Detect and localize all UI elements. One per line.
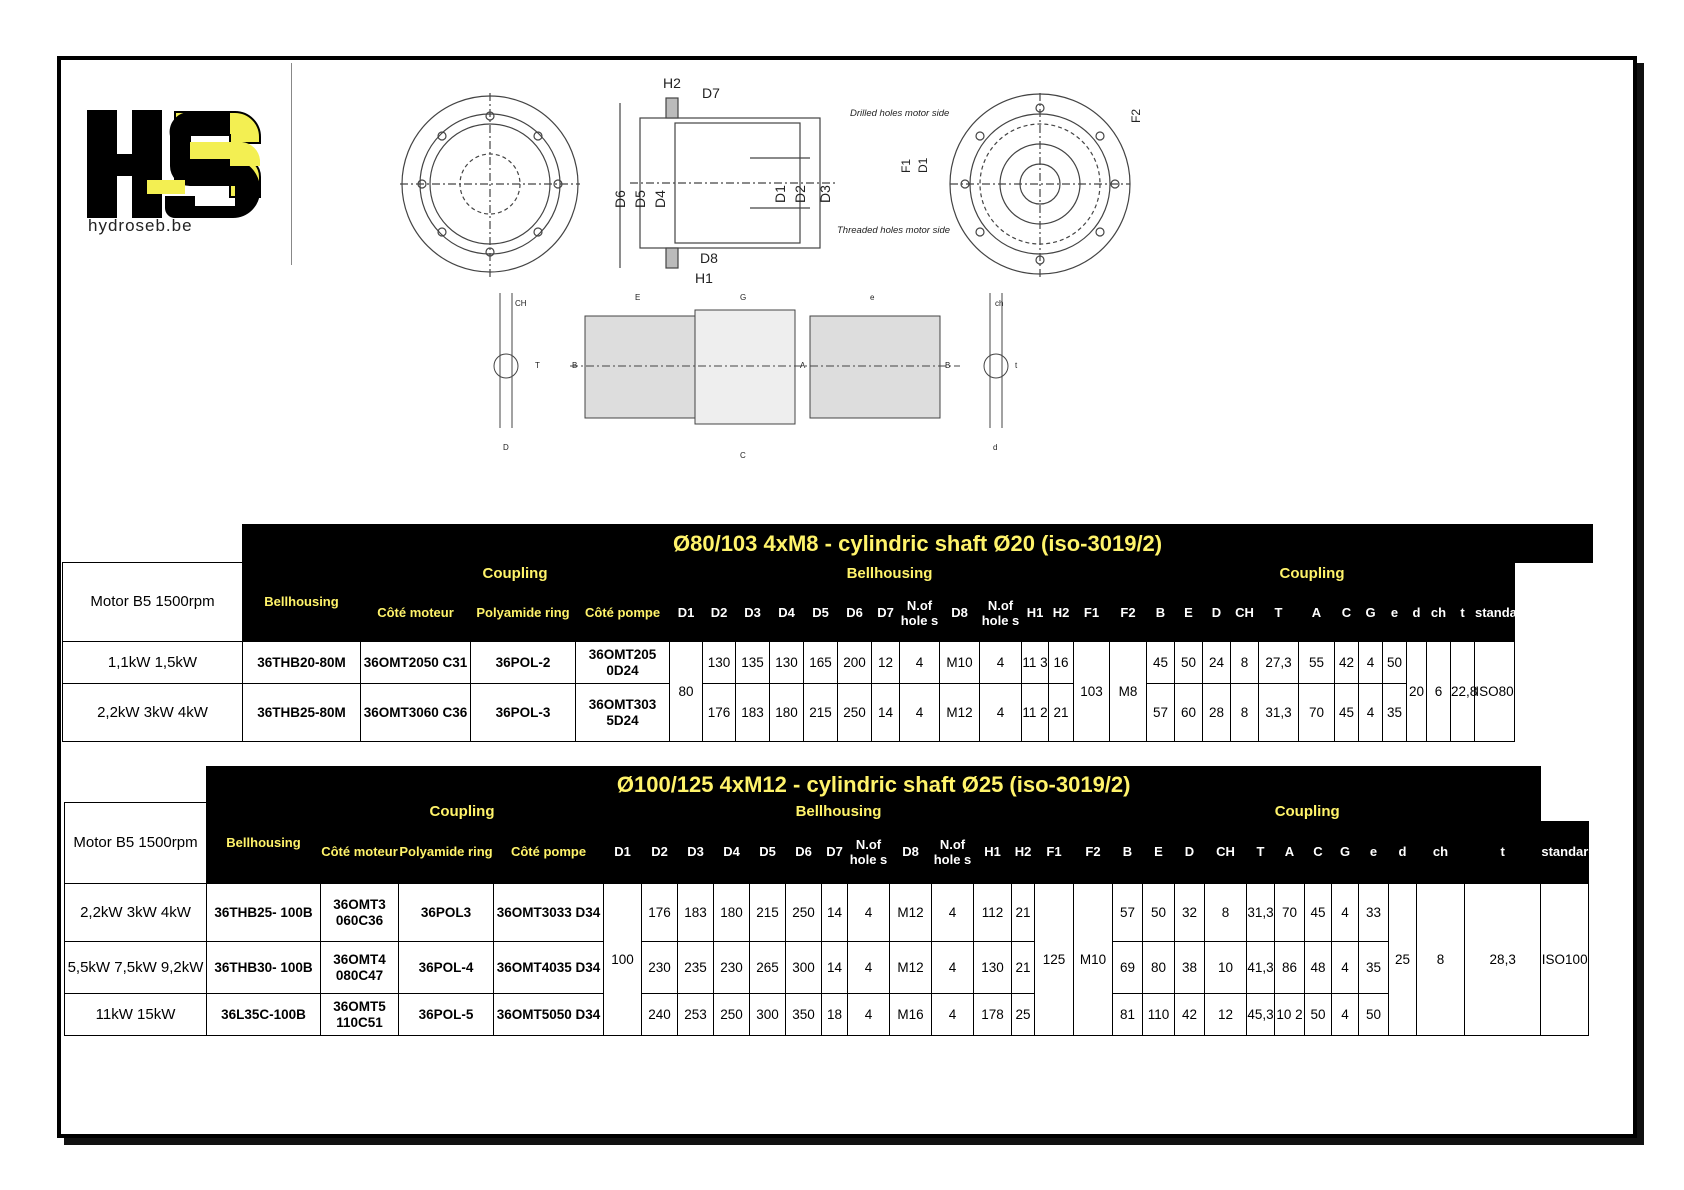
table-cell: e	[1359, 822, 1389, 884]
table-cell: D7	[822, 822, 848, 884]
table-row	[65, 994, 1589, 1036]
table-cell: ch	[995, 299, 1004, 308]
table-cell: D4	[652, 190, 668, 208]
table-cell: G	[740, 293, 747, 302]
table-cell: ISO100	[1541, 884, 1589, 1036]
table-cell: 32	[1175, 884, 1205, 942]
table-cell: 57	[1147, 684, 1175, 742]
table-cell: F1	[899, 158, 913, 173]
table2-group-coupling-right: Coupling	[1074, 803, 1541, 822]
table1-motor-label: Motor B5 1500rpm	[63, 563, 243, 642]
table-cell: 4	[980, 642, 1022, 684]
table-cell: D5	[750, 822, 786, 884]
table-cell: Threaded holes motor side	[837, 225, 951, 236]
table-cell: 4	[932, 942, 974, 994]
table-cell: 36THB25- 100B	[207, 884, 321, 942]
table-cell: C	[740, 451, 746, 460]
table-cell: 8	[1231, 642, 1259, 684]
table-cell: t	[1465, 822, 1541, 884]
table-cell: 130	[974, 942, 1012, 994]
table-cell: D8	[940, 586, 980, 642]
table-cell: 2,2kW 3kW 4kW	[63, 684, 243, 742]
table-cell: E	[1175, 586, 1203, 642]
table-cell: 4	[848, 942, 890, 994]
table-cell: 50	[1143, 884, 1175, 942]
table-cell: N.of hole s	[848, 822, 890, 884]
flange-side-view	[620, 98, 835, 268]
table-cell: 18	[822, 994, 848, 1036]
table-cell: A	[1275, 822, 1305, 884]
table-cell: 36OMT4 080C47	[321, 942, 399, 994]
table-cell: 36THB20-80M	[243, 642, 361, 684]
table-cell: 14	[822, 884, 848, 942]
table-cell: 41,3	[1247, 942, 1275, 994]
table-cell: D3	[817, 185, 833, 203]
table-cell: 28,3	[1465, 884, 1541, 1036]
table-cell: 28	[1203, 684, 1231, 742]
table-cell: 36OMT3060 C36	[361, 684, 471, 742]
table-cell: d	[993, 443, 998, 452]
table-cell: ch	[1427, 586, 1451, 642]
table-cell: D6	[838, 586, 872, 642]
table-cell: D2	[642, 822, 678, 884]
table-cell	[63, 525, 243, 563]
table-cell: 1,1kW 1,5kW	[63, 642, 243, 684]
table-cell: 80	[670, 642, 703, 742]
logo-text: hydroseb.be	[88, 216, 193, 235]
table-cell: 21	[1012, 942, 1035, 994]
table-cell: D1	[604, 822, 642, 884]
table1-group-coupling: Coupling	[361, 563, 670, 586]
table-cell: ISO80	[1475, 642, 1515, 742]
table-cell: D1	[916, 157, 930, 173]
table2-title: Ø100/125 4xM12 - cylindric shaft Ø25 (iso-3019/2)	[207, 767, 1541, 803]
table-cell: 12	[872, 642, 900, 684]
table-cell: F2	[1074, 822, 1113, 884]
table-cell: 4	[848, 884, 890, 942]
table-cell: D7	[702, 85, 720, 101]
table-cell: Polyamide ring	[399, 822, 494, 884]
spec-table-100	[64, 766, 1597, 1036]
table-cell: 36OMT4035 D34	[494, 942, 604, 994]
table-cell: Côté pompe	[494, 822, 604, 884]
table-cell: 4	[1359, 684, 1383, 742]
table-cell: 230	[714, 942, 750, 994]
table-cell: 38	[1175, 942, 1205, 994]
table-cell: 6	[1427, 642, 1451, 742]
table-cell: 250	[838, 684, 872, 742]
table1-header-cote-pompe: Côté pompe	[576, 586, 670, 642]
table-cell: standard	[1541, 822, 1589, 884]
table-cell: 14	[822, 942, 848, 994]
table-cell: CH	[1231, 586, 1259, 642]
table-cell: 250	[714, 994, 750, 1036]
table-cell: 176	[703, 684, 736, 742]
table-cell: 45	[1305, 884, 1332, 942]
table-cell: 4	[1359, 642, 1383, 684]
table-cell: 33	[1359, 884, 1389, 942]
table-cell: 35	[1359, 942, 1389, 994]
table-cell: 48	[1305, 942, 1332, 994]
table-cell: 265	[750, 942, 786, 994]
motor-side-labels	[837, 108, 1143, 236]
table-row	[65, 942, 1589, 994]
table-cell: B	[945, 361, 951, 370]
table1-group-coupling-right: Coupling	[1110, 563, 1515, 586]
table-cell: 81	[1113, 994, 1143, 1036]
table-cell: D	[1203, 586, 1231, 642]
table-cell: F1	[1074, 586, 1110, 642]
table-cell: F2	[1129, 108, 1143, 123]
table-cell: 103	[1074, 642, 1110, 742]
table-cell: D2	[792, 185, 808, 203]
table-cell: D4	[770, 586, 804, 642]
motor-side-view	[950, 93, 1130, 278]
table-cell: 86	[1275, 942, 1305, 994]
table-cell: 36POL-3	[471, 684, 576, 742]
table-cell: H1	[695, 270, 713, 286]
table-cell: E	[1143, 822, 1175, 884]
table-cell: M12	[890, 942, 932, 994]
table-cell: 135	[736, 642, 770, 684]
table-cell: 70	[1299, 684, 1335, 742]
table-cell: 300	[786, 942, 822, 994]
table-cell: D4	[714, 822, 750, 884]
table-cell: M10	[1074, 884, 1113, 1036]
table-cell: 25	[1389, 884, 1417, 1036]
table-cell: 11 3	[1022, 642, 1049, 684]
table-cell: D6	[786, 822, 822, 884]
table-cell: D8	[890, 822, 932, 884]
table-cell: 4	[1332, 994, 1359, 1036]
table-cell: 57	[1113, 884, 1143, 942]
table-cell: 215	[750, 884, 786, 942]
table-cell: CH	[515, 299, 527, 308]
table-cell: 130	[770, 642, 804, 684]
table-cell: 4	[900, 684, 940, 742]
table-cell: 69	[1113, 942, 1143, 994]
table-row	[63, 642, 1593, 684]
table-cell: H2	[1049, 586, 1074, 642]
table-cell: F1	[1035, 822, 1074, 884]
table-cell: D	[1175, 822, 1205, 884]
table-cell: B	[1147, 586, 1175, 642]
table-cell: 112	[974, 884, 1012, 942]
table-cell: H1	[974, 822, 1012, 884]
table-cell: C	[1305, 822, 1332, 884]
table-cell: d	[1389, 822, 1417, 884]
table-cell: D1	[670, 586, 703, 642]
table-cell: 4	[1332, 942, 1359, 994]
table-cell: 45,3	[1247, 994, 1275, 1036]
table-cell: 24	[1203, 642, 1231, 684]
table-cell: 36OMT2050 C31	[361, 642, 471, 684]
table-cell: F2	[1110, 586, 1147, 642]
table1-title: Ø80/103 4xM8 - cylindric shaft Ø20 (iso-3019/2)	[243, 525, 1593, 563]
table1-header-bellhousing: Bellhousing	[243, 563, 361, 642]
table-cell: D5	[804, 586, 838, 642]
table2-group-bellhousing: Bellhousing	[604, 803, 1074, 822]
table-cell	[65, 767, 207, 803]
table-cell: 11kW 15kW	[65, 994, 207, 1036]
table-cell: T	[535, 361, 540, 370]
table-cell: C	[1335, 586, 1359, 642]
table-cell: D6	[612, 190, 628, 208]
table-cell: Drilled holes motor side	[850, 108, 950, 119]
table-cell: 50	[1175, 642, 1203, 684]
table-cell: t	[1451, 586, 1475, 642]
table2-group-coupling: Coupling	[321, 803, 604, 822]
table-cell: 36L35C-100B	[207, 994, 321, 1036]
table-cell: 240	[642, 994, 678, 1036]
table-cell: 42	[1335, 642, 1359, 684]
table-cell: D5	[632, 190, 648, 208]
table-cell: B	[572, 361, 578, 370]
table-cell: 36THB25-80M	[243, 684, 361, 742]
table-cell: CH	[1205, 822, 1247, 884]
table-cell: 215	[804, 684, 838, 742]
table-cell: 8	[1231, 684, 1259, 742]
table-cell: 27,3	[1259, 642, 1299, 684]
table-cell: ch	[1417, 822, 1465, 884]
logo-divider	[291, 63, 292, 265]
table-cell: 70	[1275, 884, 1305, 942]
table-cell: D3	[736, 586, 770, 642]
table-cell: e	[870, 293, 875, 302]
table-cell: 80	[1143, 942, 1175, 994]
table-cell: 230	[642, 942, 678, 994]
table-cell: 110	[1143, 994, 1175, 1036]
table-cell: A	[1299, 586, 1335, 642]
table-cell: 176	[642, 884, 678, 942]
table-cell: 180	[714, 884, 750, 942]
table-cell: E	[635, 293, 641, 302]
table1-header-cote-moteur: Côté moteur	[361, 586, 471, 642]
table-cell: 183	[736, 684, 770, 742]
table-cell: T	[1247, 822, 1275, 884]
table-cell: 21	[1012, 884, 1035, 942]
table1-header-polyamide: Polyamide ring	[471, 586, 576, 642]
flange-front-view	[400, 93, 580, 278]
table-cell: 4	[1332, 884, 1359, 942]
table-cell: M10	[940, 642, 980, 684]
spec-table-80	[62, 524, 1593, 742]
table-cell: 183	[678, 884, 714, 942]
table-row	[65, 884, 1589, 942]
table-cell: 12	[1205, 994, 1247, 1036]
table-cell: 5,5kW 7,5kW 9,2kW	[65, 942, 207, 994]
table-cell: 350	[786, 994, 822, 1036]
table1-group-bellhousing: Bellhousing	[670, 563, 1110, 586]
table-cell: 31,3	[1259, 684, 1299, 742]
table-cell: 100	[604, 884, 642, 1036]
table-cell: 11 2	[1022, 684, 1049, 742]
table-cell: 50	[1359, 994, 1389, 1036]
table-cell: 200	[838, 642, 872, 684]
table-cell: D1	[772, 185, 788, 203]
table-cell: 50	[1305, 994, 1332, 1036]
table-cell: 235	[678, 942, 714, 994]
table-cell: D	[503, 443, 509, 452]
table-cell: 20	[1407, 642, 1427, 742]
table-cell: 36OMT303 5D24	[576, 684, 670, 742]
table-cell: 300	[750, 994, 786, 1036]
table-cell: 36OMT3 060C36	[321, 884, 399, 942]
table-cell: 8	[1205, 884, 1247, 942]
table-cell: 130	[703, 642, 736, 684]
table-cell: 36POL-5	[399, 994, 494, 1036]
table-cell: D3	[678, 822, 714, 884]
table-cell: 16	[1049, 642, 1074, 684]
technical-drawings	[390, 78, 1260, 478]
table-cell: 31,3	[1247, 884, 1275, 942]
table-cell: 8	[1417, 884, 1465, 1036]
table-cell: 45	[1335, 684, 1359, 742]
table-cell: D7	[872, 586, 900, 642]
table-cell: D8	[700, 250, 718, 266]
table-cell: H2	[1012, 822, 1035, 884]
table-cell: e	[1383, 586, 1407, 642]
table-cell: N.of hole s	[932, 822, 974, 884]
table-cell: 25	[1012, 994, 1035, 1036]
table-cell: 60	[1175, 684, 1203, 742]
table-cell: 125	[1035, 884, 1074, 1036]
table-cell: H2	[663, 78, 681, 91]
table-cell: t	[1015, 361, 1018, 370]
table-cell: 4	[932, 884, 974, 942]
table-cell: 4	[848, 994, 890, 1036]
table-cell: 22,8	[1451, 642, 1475, 742]
table-cell: standard	[1475, 586, 1515, 642]
table-cell: 36OMT5 110C51	[321, 994, 399, 1036]
table-cell: 55	[1299, 642, 1335, 684]
table-cell: B	[1113, 822, 1143, 884]
table-cell: M12	[890, 884, 932, 942]
table-cell: M8	[1110, 642, 1147, 742]
table-cell: 21	[1049, 684, 1074, 742]
table-cell: 36POL3	[399, 884, 494, 942]
table-cell: 36POL-4	[399, 942, 494, 994]
table-cell: 10 2	[1275, 994, 1305, 1036]
table-cell: 36POL-2	[471, 642, 576, 684]
table-cell: 2,2kW 3kW 4kW	[65, 884, 207, 942]
table-cell: 178	[974, 994, 1012, 1036]
table-cell: 36THB30- 100B	[207, 942, 321, 994]
table-cell: 45	[1147, 642, 1175, 684]
table-cell: 10	[1205, 942, 1247, 994]
table-cell: 250	[786, 884, 822, 942]
table2-motor-label: Motor B5 1500rpm	[65, 803, 207, 884]
table-cell: 4	[932, 994, 974, 1036]
table-cell: G	[1332, 822, 1359, 884]
table-cell: M16	[890, 994, 932, 1036]
table-cell: N.of hole s	[900, 586, 940, 642]
table-cell: d	[1407, 586, 1427, 642]
table-cell: 35	[1383, 684, 1407, 742]
table-cell: 253	[678, 994, 714, 1036]
table-cell: M12	[940, 684, 980, 742]
table-cell: 36OMT5050 D34	[494, 994, 604, 1036]
table-cell: G	[1359, 586, 1383, 642]
table-cell: Côté moteur	[321, 822, 399, 884]
table-cell: 42	[1175, 994, 1205, 1036]
table-cell: 50	[1383, 642, 1407, 684]
table-cell: 180	[770, 684, 804, 742]
table-row	[63, 684, 1593, 742]
table-cell: T	[1259, 586, 1299, 642]
table-cell: D2	[703, 586, 736, 642]
table-cell: 14	[872, 684, 900, 742]
table2-header-bellhousing: Bellhousing	[207, 803, 321, 884]
table-cell: 165	[804, 642, 838, 684]
table-cell: 4	[900, 642, 940, 684]
table-cell: H1	[1022, 586, 1049, 642]
table-cell: A	[800, 361, 806, 370]
table-cell: N.of hole s	[980, 586, 1022, 642]
table-cell: 36OMT3033 D34	[494, 884, 604, 942]
table-cell: 36OMT205 0D24	[576, 642, 670, 684]
table-cell: 4	[980, 684, 1022, 742]
